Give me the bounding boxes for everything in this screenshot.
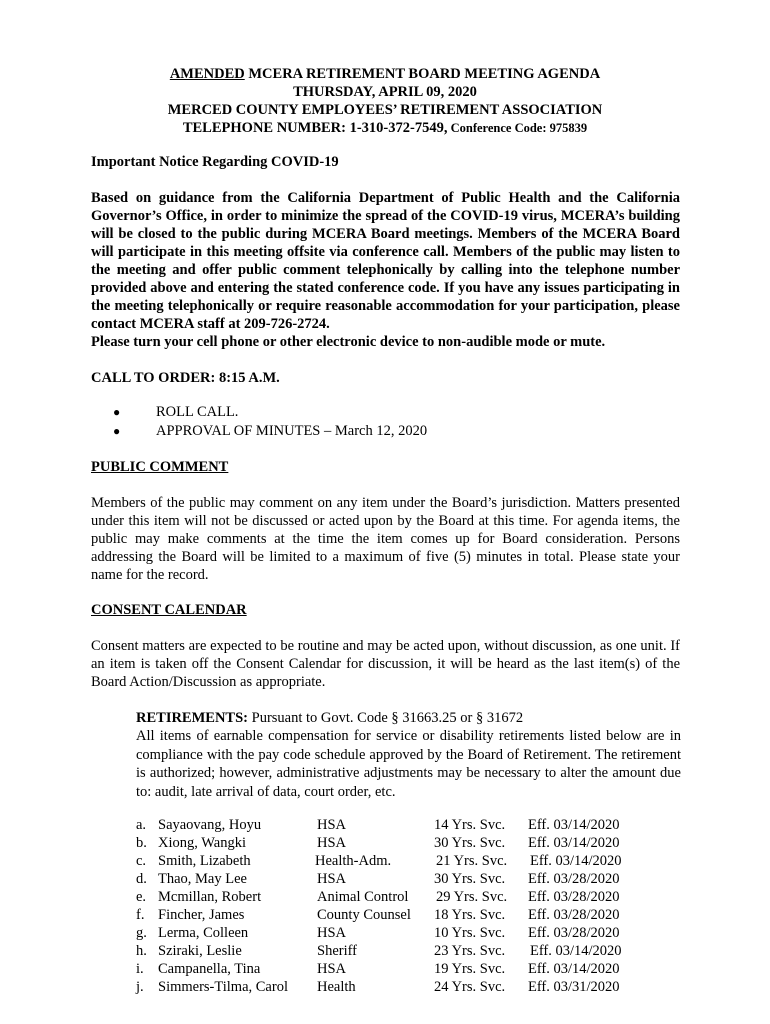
retiree-name: Smith, Lizabeth — [158, 853, 251, 869]
row-letter: g. — [136, 925, 147, 941]
retiree-effective-date: Eff. 03/14/2020 — [528, 817, 620, 833]
retiree-department: Health-Adm. — [315, 853, 392, 869]
covid-notice-heading: Important Notice Regarding COVID-19 — [91, 154, 339, 170]
public-comment-heading: PUBLIC COMMENT — [91, 459, 229, 475]
consent-calendar-heading: CONSENT CALENDAR — [91, 602, 247, 618]
telephone-line — [0, 119, 770, 137]
retiree-department: HSA — [317, 835, 347, 851]
retiree-department: County Counsel — [317, 907, 411, 923]
retiree-department: Sheriff — [317, 943, 358, 959]
retiree-name: Sayaovang, Hoyu — [158, 817, 262, 833]
retiree-effective-date: Eff. 03/31/2020 — [528, 979, 620, 995]
retiree-effective-date: Eff. 03/28/2020 — [528, 889, 620, 905]
consent-calendar-body: Consent matters are expected to be routine and may be acted upon, without discussion, as one unit. If an item is taken off the Consent Calendar for discussion, it will be heard as the last item(s) of the Board Action/Discussion as appropriate. — [91, 638, 680, 690]
retiree-service: 10 Yrs. Svc. — [434, 925, 506, 941]
bullet-icon: ● — [113, 405, 121, 419]
row-letter: h. — [136, 943, 147, 959]
retiree-service: 30 Yrs. Svc. — [434, 835, 506, 851]
approval-minutes-item: APPROVAL OF MINUTES – March 12, 2020 — [156, 423, 428, 439]
retiree-effective-date: Eff. 03/28/2020 — [528, 907, 620, 923]
retiree-service: 29 Yrs. Svc. — [436, 889, 508, 905]
retiree-effective-date: Eff. 03/14/2020 — [528, 835, 620, 851]
retiree-name: Lerma, Colleen — [158, 925, 249, 941]
meeting-date: THURSDAY, APRIL 09, 2020 — [293, 84, 477, 100]
retirements-heading — [136, 709, 681, 728]
row-letter: d. — [136, 871, 147, 887]
retirements-body: All items of earnable compensation for service or disability retirements listed below are in compliance with the pay code schedule approved by the Board of Retirement. The retirement is authorized; however, administrative adjustments may be necessary to alter the amount due to: audit, late arrival of data, court order, etc. — [136, 728, 681, 800]
retiree-effective-date: Eff. 03/14/2020 — [530, 943, 622, 959]
retiree-service: 30 Yrs. Svc. — [434, 871, 506, 887]
retiree-name: Mcmillan, Robert — [158, 889, 262, 905]
public-comment-body: Members of the public may comment on any item under the Board’s jurisdiction. Matters presented under this item will not be discussed or acted upon by the Board at this time. For agenda items, the public may make comments at the time the item comes up for Board consideration. Persons addressing the Board will be limited to a maximum of five (5) minutes in total. Please state your name for the record. — [91, 495, 680, 583]
retiree-department: HSA — [317, 817, 347, 833]
retiree-department: HSA — [317, 925, 347, 941]
conference-code: Conference Code: 975839 — [447, 121, 588, 135]
agenda-title-text: MCERA RETIREMENT BOARD MEETING AGENDA — [244, 66, 601, 82]
retiree-department: HSA — [317, 871, 347, 887]
retiree-name: Fincher, James — [158, 907, 245, 923]
retirements-label: RETIREMENTS: — [136, 710, 248, 726]
row-letter: f. — [136, 907, 145, 923]
row-letter: c. — [136, 853, 147, 869]
row-letter: j. — [136, 979, 144, 995]
row-letter: i. — [136, 961, 144, 977]
retiree-department: Animal Control — [317, 889, 409, 905]
retiree-name: Thao, May Lee — [158, 871, 247, 887]
retiree-effective-date: Eff. 03/28/2020 — [528, 925, 620, 941]
retiree-effective-date: Eff. 03/28/2020 — [528, 871, 620, 887]
retiree-department: HSA — [317, 961, 347, 977]
retiree-name: Sziraki, Leslie — [158, 943, 242, 959]
retiree-department: Health — [317, 979, 356, 995]
retiree-service: 19 Yrs. Svc. — [434, 961, 506, 977]
retiree-service: 21 Yrs. Svc. — [436, 853, 508, 869]
row-letter: b. — [136, 835, 147, 851]
retiree-service: 18 Yrs. Svc. — [434, 907, 506, 923]
retiree-service: 14 Yrs. Svc. — [434, 817, 506, 833]
call-to-order-heading: CALL TO ORDER: 8:15 A.M. — [91, 370, 280, 386]
phone-mute-note: Please turn your cell phone or other electronic device to non-audible mode or mute. — [91, 334, 606, 350]
retiree-service: 23 Yrs. Svc. — [434, 943, 506, 959]
retiree-name: Simmers-Tilma, Carol — [158, 979, 288, 995]
telephone-number: TELEPHONE NUMBER: 1-310-372-7549, — [182, 120, 448, 136]
retiree-name: Campanella, Tina — [158, 961, 261, 977]
retiree-effective-date: Eff. 03/14/2020 — [528, 961, 620, 977]
covid-notice-body: Based on guidance from the California Department of Public Health and the California Governor’s Office, in order to minimize the spread of the COVID-19 virus, MCERA’s building will be closed to the public during MCERA Board meetings. Members of the MCERA Board will participate in this meeting offsite via conference call. Members of the public may listen to the meeting and offer public comment telephonically by calling into the telephone number provided above and entering the stated conference code. If you have any issues participating in the meeting telephonically or require reasonable accommodation for your participation, please contact MCERA staff at 209-726-2724. — [91, 190, 680, 332]
organization-name: MERCED COUNTY EMPLOYEES’ RETIREMENT ASSOCIATION — [167, 102, 603, 118]
retiree-service: 24 Yrs. Svc. — [434, 979, 506, 995]
row-letter: e. — [136, 889, 147, 905]
retiree-effective-date: Eff. 03/14/2020 — [530, 853, 622, 869]
agenda-title — [0, 65, 770, 83]
row-letter: a. — [136, 817, 147, 833]
retirements-code: Pursuant to Govt. Code § 31663.25 or § 31672 — [248, 710, 524, 726]
amended-label: AMENDED — [169, 66, 245, 82]
bullet-icon: ● — [113, 424, 121, 438]
roll-call-item: ROLL CALL. — [156, 404, 239, 420]
retiree-name: Xiong, Wangki — [158, 835, 246, 851]
